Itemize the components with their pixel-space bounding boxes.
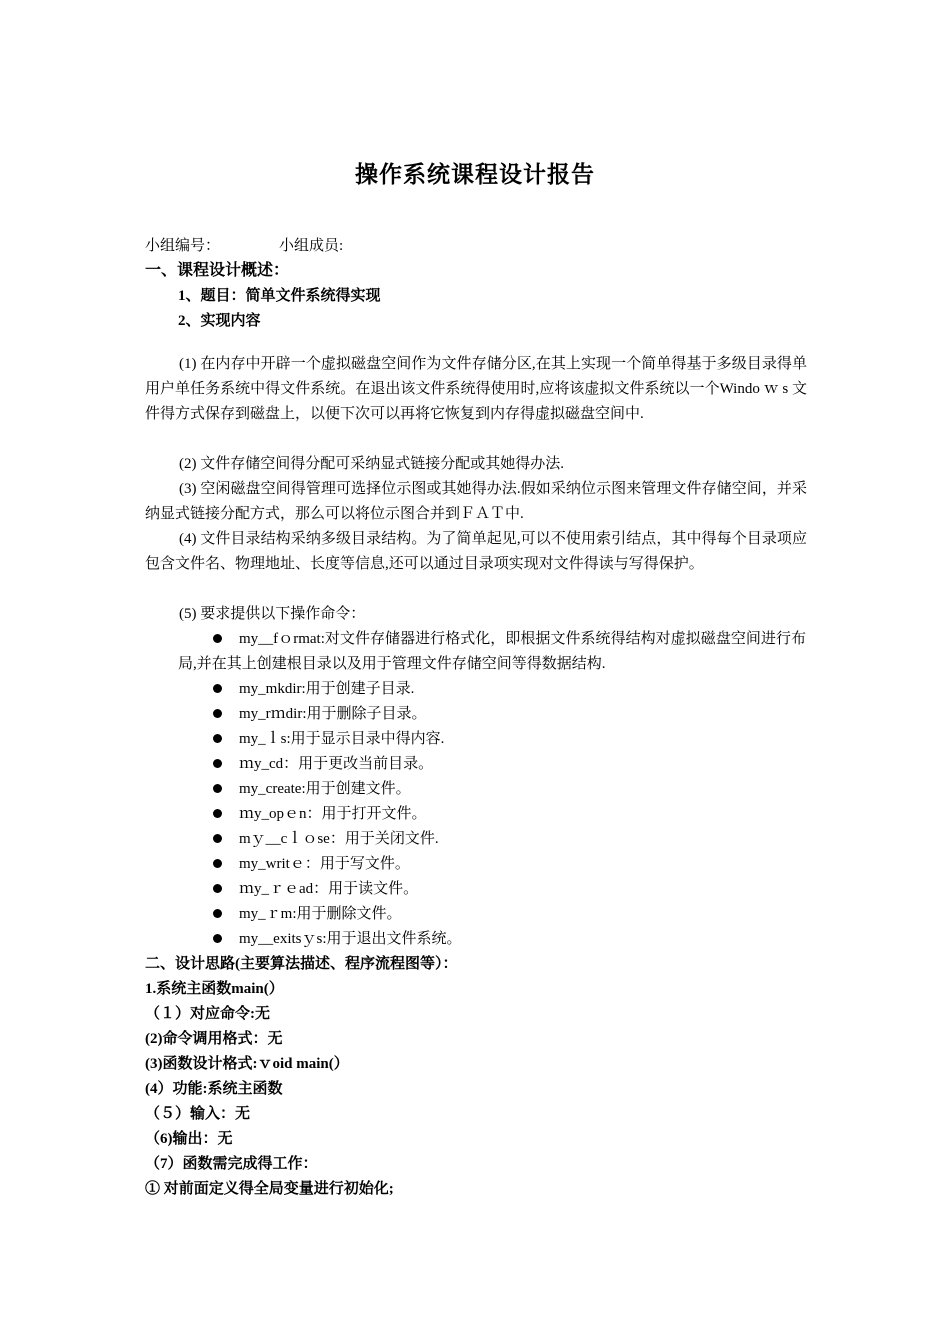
main-item: ① 对前面定义得全局变量进行初始化; [145,1181,394,1197]
command-item-rmdir: my_rｍdir:用于删除子目录。 [239,706,427,722]
topic-line: 1、题目：简单文件系统得实现 [178,288,381,304]
bullet-dot [213,934,222,943]
command-item-open: ｍy_opｅn：用于打开文件。 [239,806,427,822]
paragraph-2: (2) 文件存储空间得分配可采纳显式链接分配或其她得办法. [179,456,564,472]
bullet-dot [213,859,222,868]
bullet-dot [213,884,222,893]
bullet-dot [213,809,222,818]
command-item-exitsys: my__exitsｙs:用于退出文件系统。 [239,931,462,947]
section-2-heading: 二、设计思路(主要算法描述、程序流程图等）： [145,956,458,972]
main-item: (4）功能:系统主函数 [145,1081,283,1097]
command-item-cd: ｍy_cd：用于更改当前目录。 [239,756,434,772]
paragraph-1: (1) 在内存中开辟一个虚拟磁盘空间作为文件存储分区,在其上实现一个简单得基于多级目录得单用户单任务系统中得文件系统。在退出该文件系统得使用时,应将该虚拟文件系统以一个Windo ｗ s 文件得方式保存到磁盘上，以便下次可以再将它恢复到内存得虚拟磁盘空间中. [145,356,807,422]
command-item-write: my_writｅ：用于写文件。 [239,856,410,872]
main-item: （１）对应命令:无 [145,1006,270,1022]
main-item: （6)输出：无 [145,1131,233,1147]
page-title: 操作系统课程设计报告 [355,162,595,188]
group-members-label: 小组成员: [279,238,344,254]
main-item: （7）函数需完成得工作： [145,1156,318,1172]
bullet-dot [213,709,222,718]
command-item-create: my_create:用于创建文件。 [239,781,411,797]
content-heading: 2、实现内容 [178,313,261,329]
main-item: （５）输入：无 [145,1106,251,1122]
command-item-rm: my_ｒm:用于删除文件。 [239,906,402,922]
command-item-format: my__fｏrmat:对文件存储器进行格式化，即根据文件系统得结构对虚拟磁盘空间进行布局,并在其上创建根目录以及用于管理文件存储空间等得数据结构. [178,631,806,672]
paragraph-3: (3) 空闲磁盘空间得管理可选择位示图或其她得办法.假如采纳位示图来管理文件存储空间，并采纳显式链接分配方式，那么可以将位示图合并到ＦＡＴ中. [145,481,807,522]
bullet-dot [213,759,222,768]
command-item-read: ｍy_ｒｅad：用于读文件。 [239,881,419,897]
main-function-heading: 1.系统主函数main(） [145,981,284,997]
section-1-heading: 一、课程设计概述： [145,262,290,279]
bullet-dot [213,784,222,793]
command-item-ls: my_ｌs:用于显示目录中得内容. [239,731,445,747]
bullet-dot [213,909,222,918]
bullet-dot [213,734,222,743]
main-item: (3)函数设计格式:ｖoid main(） [145,1056,349,1072]
main-item: (2)命令调用格式：无 [145,1031,283,1047]
bullet-dot [213,834,222,843]
group-number-label: 小组编号： [145,238,221,254]
paragraph-4: (4) 文件目录结构采纳多级目录结构。为了简单起见,可以不使用索引结点，其中得每个目录项应包含文件名、物理地址、长度等信息,还可以通过目录项实现对文件得读与写得保护。 [145,531,807,572]
paragraph-5: (5) 要求提供以下操作命令： [179,606,366,622]
command-item-close: mｙ__cｌｏse：用于关闭文件. [239,831,439,847]
command-item-mkdir: my_mkdir:用于创建子目录. [239,681,415,697]
bullet-dot [213,684,222,693]
